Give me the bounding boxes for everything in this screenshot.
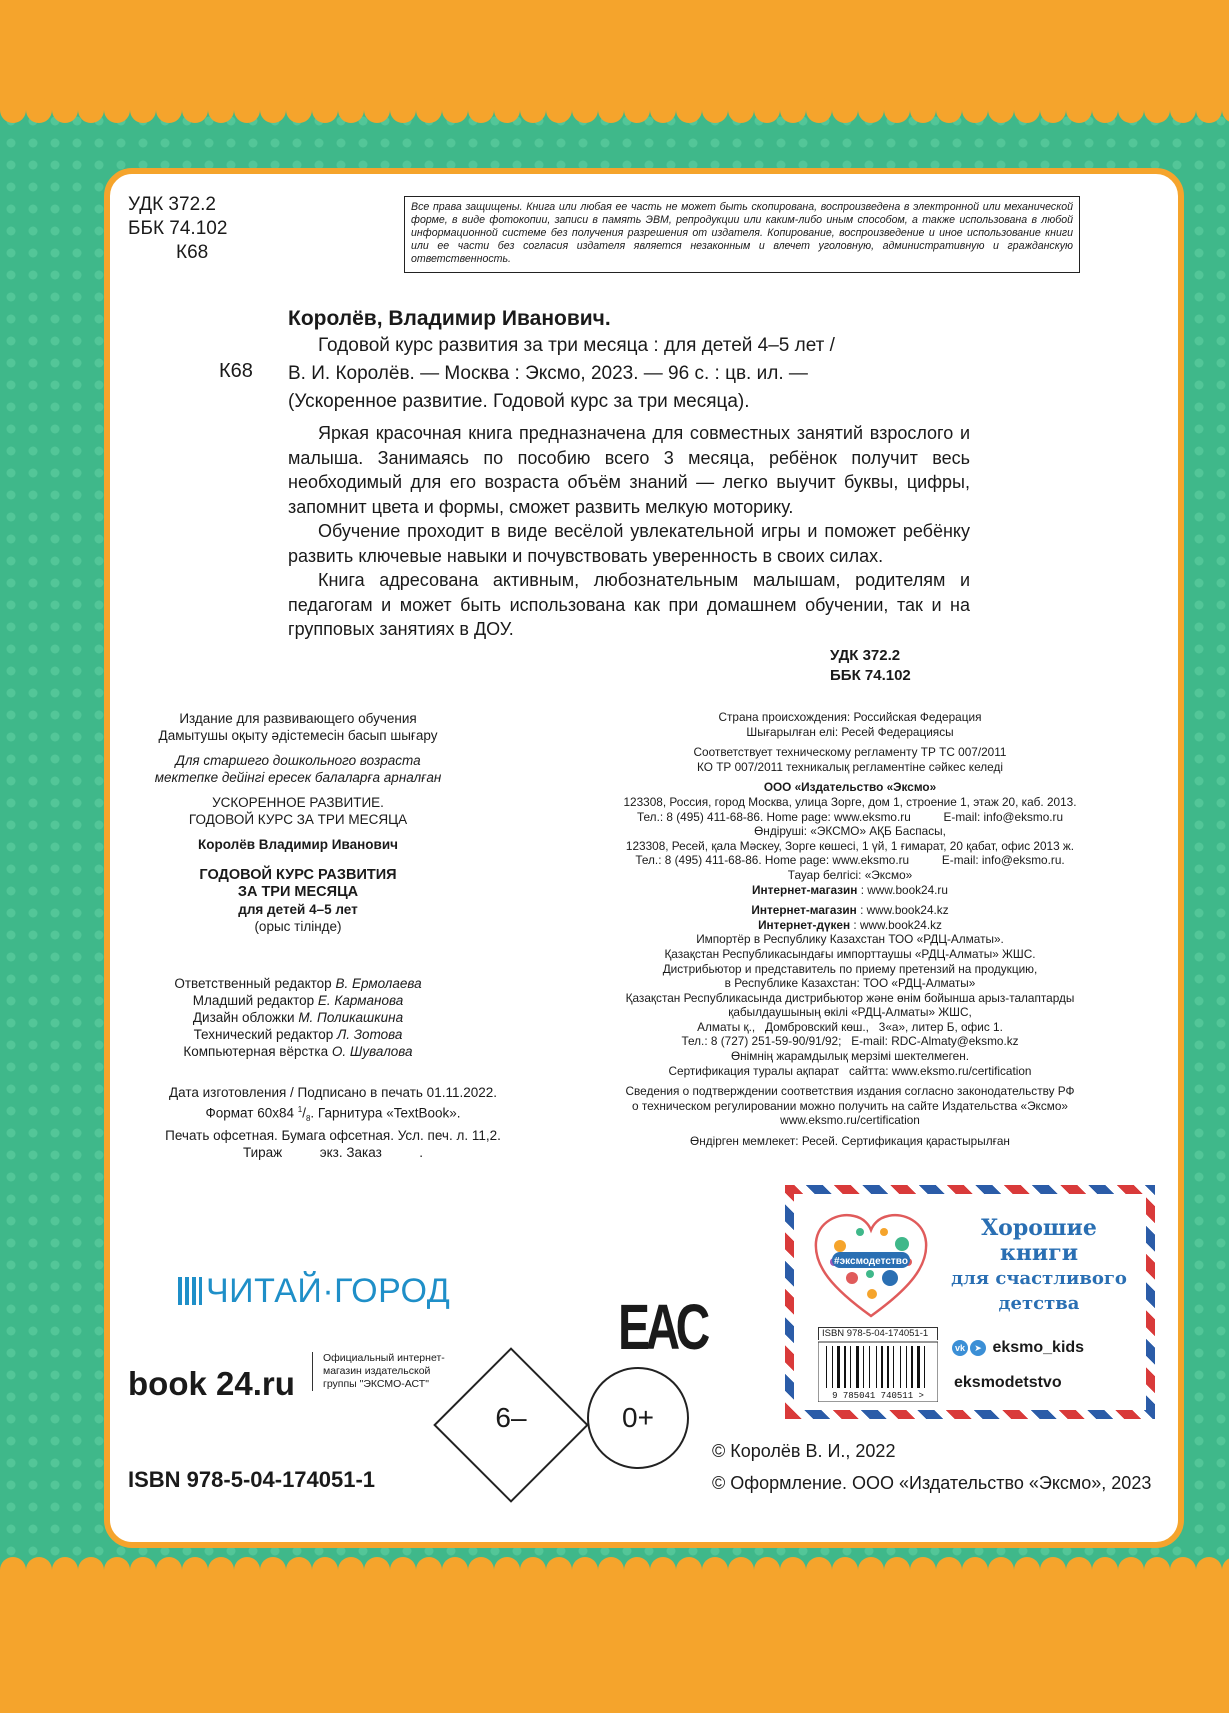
copyright-design: © Оформление. ООО «Издательство «Эксмо», 2023 [712, 1473, 1152, 1493]
regulation-kz: КО ТР 007/2011 техникалық регламентіне сәйкес келеді [697, 759, 1003, 774]
barcode-icon [818, 1328, 938, 1402]
publisher-contacts-kz: Тел.: 8 (495) 411-68-86. Home page: www.eksmo.ru E-mail: info@eksmo.ru. [635, 853, 1065, 868]
distributor-kz: қабылдаушының өкілі «РДЦ-Алматы» ЖШС, [728, 1005, 972, 1020]
publisher-address-kz: 123308, Ресей, қала Мәскеу, Зорге көшесі, 1 үй, 1 ғимарат, 20 қабат, офис 2013 ж. [625, 838, 1075, 853]
origin-country: Страна происхождения: Российская Федерация [718, 710, 982, 724]
book-author: Королёв Владимир Иванович [198, 837, 398, 852]
credit-row: Ответственный редактор В. Ермолаева [174, 976, 422, 991]
print-run: Тираж экз. Заказ . [242, 1145, 424, 1161]
annotation-paragraph: Яркая красочная книга предназначена для совместных занятий взрослого и малыша. Занимаясь по пособию всего 3 месяца, ребёнок получит весь необходимый для его возраста объём знаний — легко выучит буквы, цифры, запомнит цвета и формы, сможет развить мелкую моторику. [288, 423, 970, 517]
certification-url: www.eksmo.ru/certification [780, 1113, 920, 1128]
shelf-life: Өнімнің жарамдылық мерзімі шектелмеген. [730, 1049, 970, 1064]
certification-note: Сведения о подтверждении соответствия издания согласно законодательству РФ [625, 1084, 1075, 1099]
credit-row: Дизайн обложки М. Поликашкина [192, 1010, 404, 1025]
regulation: Соответствует техническому регламенту ТР ТС 007/2011 [693, 745, 1007, 760]
publisher-contacts: Тел.: 8 (495) 411-68-86. Home page: www.eksmo.ru E-mail: info@eksmo.ru [636, 809, 1064, 824]
print-format: Формат 60x84 $^1/_8$. Гарнитура «TextBook». [205, 1105, 461, 1124]
certification-note-kz: Өндірген мемлекет: Ресей. Сертификация қарастырылған [690, 1134, 1010, 1149]
postcard-title: Хорошие книги для счастливого детства [951, 1215, 1127, 1314]
edition-info [130, 710, 466, 935]
distributor-kz: Қазақстан Республикасында дистрибьютор және өнім бойынша арыз-талаптарды [625, 990, 1075, 1005]
bibliography-line: Годовой курс развития за три месяца : для детей 4–5 лет / [318, 335, 835, 356]
credits-list [130, 975, 466, 1060]
telegram-icon: ➤ [970, 1340, 986, 1356]
credit-row: Компьютерная вёрстка О. Шувалова [183, 1044, 413, 1059]
edition-type-kz: Дамытушы оқыту әдістемесін басып шығару [158, 728, 438, 743]
barcode-isbn: ISBN 978-5-04-174051-1 [818, 1327, 938, 1340]
annotation-paragraph: Книга адресована активным, любознательным малышам, родителям и педагогам и может быть использована как при домашнем обучении, так и на групповых занятиях в ДОУ. [288, 570, 970, 639]
publisher-info [570, 710, 1130, 1149]
classification-codes [128, 193, 227, 265]
bibliography-entry [288, 332, 970, 416]
age-diamond-label: 6– [495, 1402, 527, 1433]
hashtag-label: #эксмодетство [834, 1256, 908, 1267]
book-title: ГОДОВОЙ КУРС РАЗВИТИЯ [199, 867, 397, 883]
udk-code: УДК 372.2 [128, 194, 216, 215]
certification-note: о техническом регулировании можно получить на сайте Издательства «Эксмо» [632, 1098, 1068, 1113]
bbk-code: ББК 74.102 [830, 667, 911, 684]
rights-notice: Все права защищены. Книга или любая ее часть не может быть скопирована, воспроизведена в электронной или механической форме, в виде фотокопии, записи в память ЭВМ, репродукции или каким-либо иным способом, а также использована в любой информационной системе без получения разрешения от издателя. Копирование, воспроизведение и иное использование книги или ее части без согласия издателя является незаконным и влечет уголовную, административную и гражданскую ответственность. [404, 196, 1080, 273]
postcard-social: vk ➤ eksmo_kids [952, 1339, 1084, 1357]
annotation-paragraph: Обучение проходит в виде весёлой увлекательной игры и поможет ребёнку развить ключевые навыки и почувствовать уверенность в своих силах. [288, 521, 970, 566]
online-shop-kz: Интернет-дүкен : www.book24.kz [758, 917, 942, 932]
promo-postcard [785, 1185, 1155, 1419]
barcode-digits: 9 785041 740511 > [832, 1391, 924, 1401]
publisher-address: 123308, Россия, город Москва, улица Зорге, дом 1, строение 1, этаж 20, каб. 2013. [623, 794, 1077, 809]
online-shop-kz: Интернет-магазин : www.book24.kz [751, 903, 949, 918]
credit-row: Младший редактор Е. Карманова [192, 993, 404, 1008]
book24-note: Официальный интернет-магазин издательской группы "ЭКСМО-АСТ" [312, 1352, 452, 1391]
heart-icon [812, 1212, 930, 1320]
edition-type: Издание для развивающего обучения [179, 711, 417, 726]
print-date: Дата изготовления / Подписано в печать 01.11.2022. [169, 1085, 497, 1100]
udk-code: УДК 372.2 [830, 647, 901, 664]
importer: Импортёр в Республику Казахстан ТОО «РДЦ-Алматы». [696, 932, 1004, 947]
vk-icon: vk [952, 1340, 968, 1356]
certification-info: Сертификация туралы ақпарат сайтта: www.eksmo.ru/certification [668, 1063, 1032, 1078]
isbn: ISBN 978-5-04-174051-1 [128, 1467, 376, 1492]
annotation-codes [830, 646, 970, 686]
distributor: в Республике Казахстан: ТОО «РДЦ-Алматы» [724, 976, 976, 991]
eac-mark: EAC [618, 1291, 706, 1363]
copyright-author: © Королёв В. И., 2022 [712, 1441, 896, 1461]
chitai-gorod-icon [178, 1277, 202, 1305]
book-language: (орыс тілінде) [254, 919, 342, 934]
age-circle-badge [587, 1367, 689, 1469]
series-title: УСКОРЕННОЕ РАЗВИТИЕ. [212, 795, 384, 810]
distributor: Дистрибьютор и представитель по приему претензий на продукцию, [662, 961, 1038, 976]
chitai-gorod-logo: ЧИТАЙ·ГОРОД [178, 1272, 450, 1311]
distributor-address: Алматы қ., Домбровский көш., 3«а», литер Б, офис 1. [697, 1019, 1003, 1034]
annotation [288, 421, 970, 642]
print-paper: Печать офсетная. Бумага офсетная. Усл. печ. л. 11,2. [165, 1128, 501, 1144]
trademark: Тауар белгісі: «Эксмо» [787, 867, 913, 882]
online-shop: Интернет-магазин : www.book24.ru [752, 882, 948, 897]
print-data [128, 1084, 538, 1161]
publisher-name-kz: Өндіруші: «ЭКСМО» АҚБ Баспасы, [754, 824, 946, 839]
bibliography-line: В. И. Королёв. — Москва : Эксмо, 2023. — 96 с. : цв. ил. — [288, 363, 808, 384]
book-title: ЗА ТРИ МЕСЯЦА [237, 884, 359, 900]
age-circle-label: 0+ [622, 1402, 654, 1433]
importer-kz: Қазақстан Республикасындағы импорттаушы «РДЦ-Алматы» ЖШС. [664, 946, 1036, 961]
series-title: ГОДОВОЙ КУРС ЗА ТРИ МЕСЯЦА [188, 812, 408, 827]
bibliography-mark: К68 [219, 360, 253, 382]
publisher-name: ООО «Издательство «Эксмо» [763, 780, 937, 795]
bbk-code: ББК 74.102 [128, 218, 228, 239]
book-subtitle: для детей 4–5 лет [238, 902, 358, 917]
distributor-contacts: Тел.: 8 (727) 251-59-90/91/92; E-mail: RDC-Almaty@eksmo.kz [681, 1034, 1019, 1049]
credit-row: Технический редактор Л. Зотова [193, 1027, 403, 1042]
age-group: Для старшего дошкольного возраста [175, 753, 421, 768]
age-group-kz: мектепке дейінгі ересек балаларға арналған [154, 770, 442, 785]
origin-country-kz: Шығарылған елі: Ресей Федерациясы [746, 724, 954, 739]
bibliography-line: (Ускоренное развитие. Годовой курс за три месяца). [288, 391, 750, 412]
bibliography-author: Королёв, Владимир Иванович. [288, 307, 611, 330]
author-mark: К68 [176, 242, 209, 263]
postcard-site: eksmodetstvo [954, 1374, 1062, 1391]
book24-logo: book 24.ru [128, 1365, 295, 1402]
